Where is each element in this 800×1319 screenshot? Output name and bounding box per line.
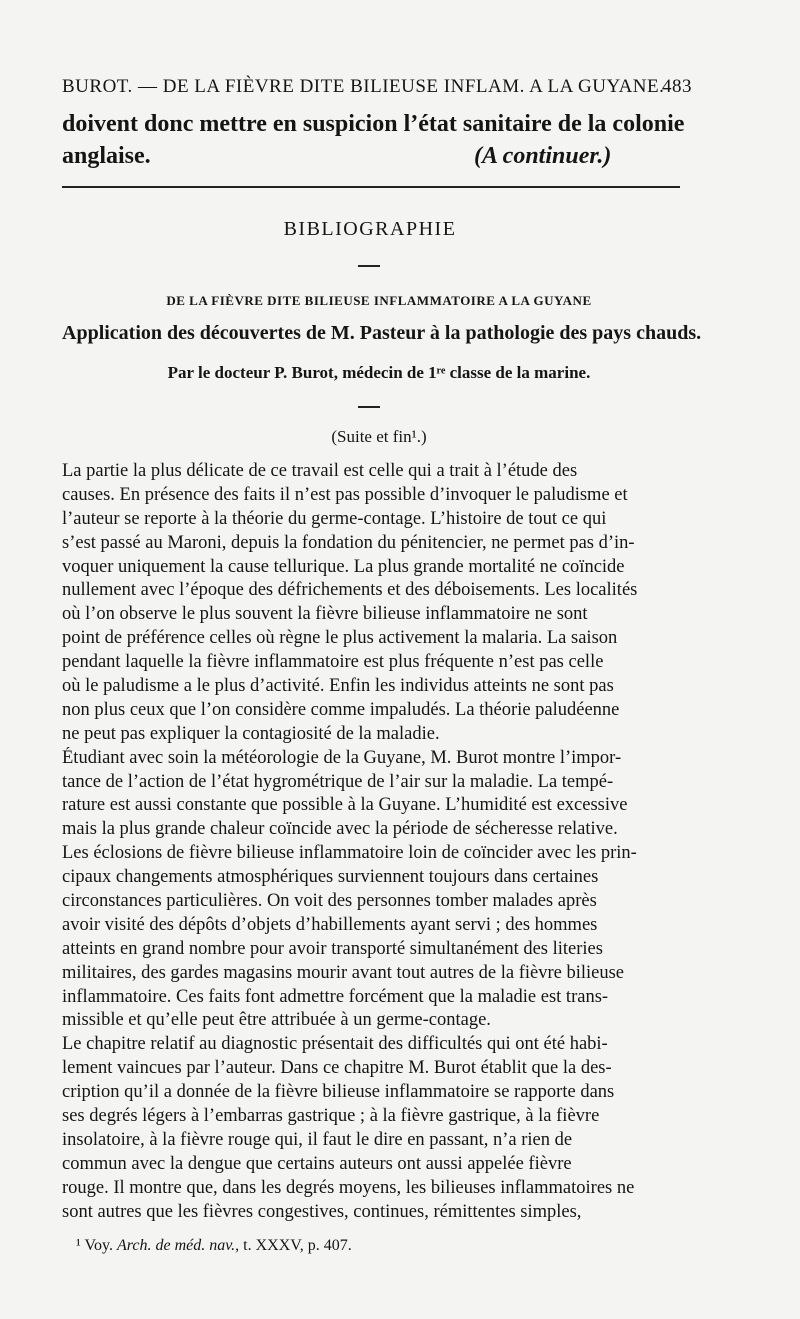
review-body bbox=[62, 460, 696, 1225]
body-line: rouge. Il montre que, dans les degrés moyens, les bilieuses inflammatoires ne bbox=[62, 1177, 635, 1198]
page-number: 483 bbox=[662, 76, 692, 97]
body-line: point de préférence celles où règne le plus activement la malaria. La saison bbox=[62, 628, 618, 649]
body-line: causes. En présence des faits il n’est pas possible d’invoquer le paludisme et bbox=[62, 484, 628, 505]
previous-article-ending bbox=[62, 108, 696, 172]
body-line: Étudiant avec soin la météorologie de la Guyane, M. Burot montre l’impor- bbox=[62, 747, 622, 768]
body-line: Les éclosions de fièvre bilieuse inflammatoire loin de coïncider avec les prin- bbox=[62, 843, 637, 864]
body-line: s’est passé au Maroni, depuis la fondation du pénitencier, ne permet pas d’in- bbox=[62, 532, 635, 553]
body-line: missible et qu’elle peut être attribuée à un germe-contage. bbox=[62, 1010, 491, 1031]
body-line: pendant laquelle la fièvre inflammatoire est plus fréquente n’est pas celle bbox=[62, 652, 604, 673]
lead-line-2-text: anglaise. bbox=[62, 143, 151, 169]
short-rule bbox=[358, 406, 380, 408]
footnote-reference: , t. XXXV, p. 407. bbox=[235, 1237, 352, 1254]
suite-et-fin: (Suite et fin¹.) bbox=[331, 427, 427, 446]
footnote-marker: ¹ bbox=[76, 1237, 81, 1254]
body-line: Le chapitre relatif au diagnostic présentait des difficultés qui ont été habi- bbox=[62, 1034, 608, 1055]
body-line: atteints en grand nombre pour avoir transporté simultanément des literies bbox=[62, 938, 603, 959]
review-author-line: Par le docteur P. Burot, médecin de 1ʳᵉ classe de la marine. bbox=[167, 363, 591, 382]
body-line: La partie la plus délicate de ce travail est celle qui a trait à l’étude des bbox=[62, 461, 578, 481]
body-line: nullement avec l’époque des défrichements et des déboisements. Les localités bbox=[62, 580, 638, 601]
running-head bbox=[62, 76, 692, 98]
section-divider bbox=[62, 186, 680, 188]
body-line: lement vaincues par l’auteur. Dans ce chapitre M. Burot établit que la des- bbox=[62, 1058, 612, 1079]
body-line: cipaux changements atmosphériques surviennent toujours dans certaines bbox=[62, 867, 599, 888]
footnote bbox=[76, 1237, 352, 1255]
continued-note: (A continuer.) bbox=[474, 143, 612, 169]
body-line: cription qu’il a donnée de la fièvre bilieuse inflammatoire se rapporte dans bbox=[62, 1082, 615, 1103]
body-line: où l’on observe le plus souvent la fièvre bilieuse inflammatoire ne sont bbox=[62, 604, 588, 625]
lead-line-1: doivent donc mettre en suspicion l’état sanitaire de la colonie bbox=[62, 111, 685, 137]
body-line: ses degrés légers à l’embarras gastrique ; à la fièvre gastrique, à la fièvre bbox=[62, 1106, 600, 1127]
body-line: où le paludisme a le plus d’activité. Enfin les individus atteints ne sont pas bbox=[62, 676, 614, 697]
body-line: avoir visité des dépôts d’objets d’habillements ayant servi ; des hommes bbox=[62, 914, 598, 935]
body-line: militaires, des gardes magasins mourir avant tout autres de la fièvre bilieuse bbox=[62, 962, 625, 983]
review-subtitle: DE LA FIÈVRE DITE BILIEUSE INFLAMMATOIRE A LA GUYANE bbox=[166, 293, 592, 308]
body-line: commun avec la dengue que certains auteurs ont aussi appelée fièvre bbox=[62, 1153, 572, 1174]
body-line: inflammatoire. Ces faits font admettre forcément que la maladie est trans- bbox=[62, 986, 609, 1007]
footnote-prefix: Voy. bbox=[84, 1237, 113, 1254]
review-application-line: Application des découvertes de M. Pasteur à la pathologie des pays chauds. bbox=[62, 322, 702, 344]
body-line: voquer uniquement la cause tellurique. La plus grande mortalité ne coïncide bbox=[62, 556, 625, 577]
body-line: insolatoire, à la fièvre rouge qui, il faut le dire en passant, n’a rien de bbox=[62, 1129, 573, 1150]
body-line: ne peut pas expliquer la contagiosité de la maladie. bbox=[62, 723, 440, 744]
body-line: mais la plus grande chaleur coïncide avec la période de sécheresse relative. bbox=[62, 819, 618, 840]
body-line: non plus ceux que l’on considère comme impaludés. La théorie paludéenne bbox=[62, 699, 620, 720]
running-title: BUROT. — DE LA FIÈVRE DITE BILIEUSE INFLAM. A LA GUYANE. bbox=[62, 76, 665, 97]
body-line: l’auteur se reporte à la théorie du germe-contage. L’histoire de tout ce qui bbox=[62, 508, 607, 529]
body-line: rature est aussi constante que possible à la Guyane. L’humidité est excessive bbox=[62, 795, 628, 816]
lead-line-2 bbox=[62, 140, 696, 172]
short-rule bbox=[358, 265, 380, 267]
body-line: sont autres que les fièvres congestives, continues, rémittentes simples, bbox=[62, 1201, 582, 1222]
footnote-journal: Arch. de méd. nav. bbox=[116, 1237, 236, 1254]
body-line: tance de l’action de l’état hygrométrique de l’air sur la maladie. La tempé- bbox=[62, 771, 614, 792]
body-line: circonstances particulières. On voit des personnes tomber malades après bbox=[62, 891, 597, 912]
bibliography-heading: BIBLIOGRAPHIE bbox=[283, 218, 457, 240]
